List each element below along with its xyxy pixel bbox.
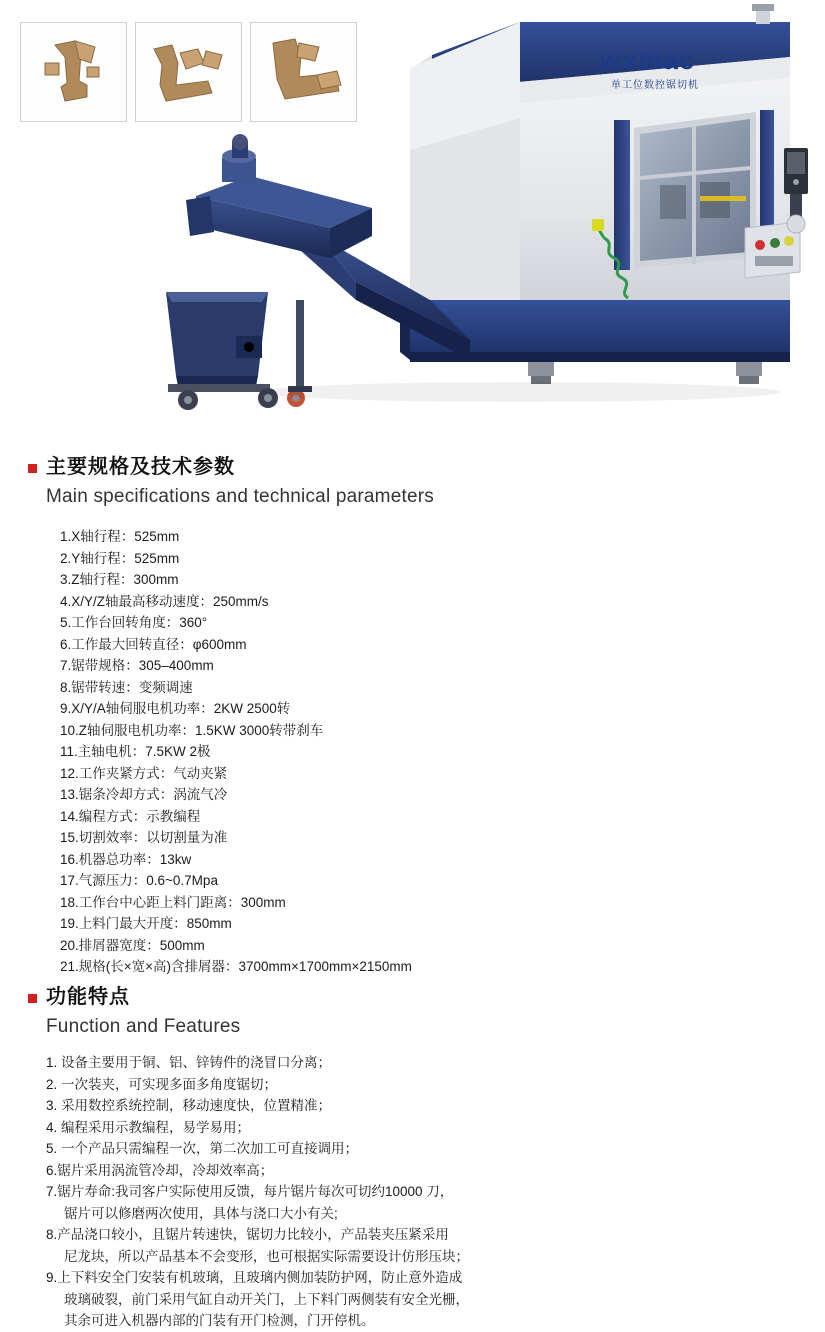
features-heading-en: Function and Features (46, 1016, 241, 1037)
feature-line: 5. 一个产品只需编程一次，第二次加工可直接调用； (46, 1141, 359, 1156)
list-item: 13.锯条冷却方式：涡流气冷 (60, 787, 228, 802)
feature-line: 7.锯片寿命:我司客户实际使用反馈，每片锯片每次可切约10000 刀， (46, 1184, 454, 1199)
product-image (0, 0, 825, 440)
feature-line: 9.上下料安全门安装有机玻璃，且玻璃内侧加装防护网，防止意外造成 (46, 1270, 463, 1285)
list-item (46, 1117, 825, 1139)
list-item: 9.X/Y/A轴伺服电机功率：2KW 2500转 (60, 701, 291, 716)
list-item: 19.上料门最大开度：850mm (60, 916, 232, 931)
features-heading (0, 985, 825, 1010)
list-item: 8.锯带转速：变频调速 (60, 679, 193, 695)
features-heading-cn: 功能特点 (46, 986, 130, 1008)
list-item: 11.主轴电机：7.5KW 2极 (60, 744, 211, 759)
list-item: 4.X/Y/Z轴最高移动速度：250mm/s (60, 593, 269, 609)
list-item (46, 1181, 825, 1224)
list-item: 5.工作台回转角度：360° (60, 615, 208, 630)
cast-part-sample-1 (20, 22, 127, 122)
feature-line: 尼龙块，所以产品基本不会变形，也可根据实际需要设计仿形压块； (64, 1248, 469, 1264)
list-item: 2.Y轴行程：525mm (60, 550, 180, 566)
list-item: 10.Z轴伺服电机功率：1.5KW 3000转带刹车 (60, 722, 324, 738)
bullet-square-icon (28, 464, 37, 473)
list-item: 14.编程方式：示教编程 (60, 808, 201, 824)
feature-line: 玻璃破裂，前门采用气缸自动开关门，上下料门两侧装有安全光栅， (64, 1291, 469, 1307)
list-item: 20.排屑器宽度：500mm (60, 937, 205, 953)
list-item (46, 1224, 825, 1267)
bullet-square-icon (28, 994, 37, 1003)
list-item (46, 1074, 825, 1096)
list-item (46, 1160, 825, 1182)
sample-thumbnails (20, 22, 357, 122)
list-item: 17.气源压力：0.6~0.7Mpa (60, 873, 218, 888)
feature-line: 8.产品浇口较小，且锯片转速快，锯切力比较小，产品装夹压紧采用 (46, 1227, 449, 1242)
list-item: 21.规格(长×宽×高)含排屑器：3700mm×1700mm×2150mm (60, 959, 412, 974)
cast-part-sample-3 (250, 22, 357, 122)
feature-line: 其余可进入机器内部的门装有开门检测，门开停机。 (64, 1313, 375, 1328)
features-section (0, 985, 825, 1332)
list-item (46, 1052, 825, 1074)
list-item (46, 1267, 825, 1332)
list-item: 6.工作最大回转直径：φ600mm (60, 636, 247, 652)
brand-subtitle: 单工位数控锯切机 (611, 80, 699, 91)
list-item: 12.工作夹紧方式：气动夹紧 (60, 765, 228, 781)
list-item: 7.锯带规格：305–400mm (60, 658, 214, 673)
specifications-list (0, 526, 825, 978)
list-item: 18.工作台中心距上料门距离：300mm (60, 894, 286, 910)
list-item: 1.X轴行程：525mm (60, 529, 180, 544)
specifications-section (0, 455, 825, 978)
list-item (46, 1095, 825, 1117)
list-item: 15.切割效率：以切割量为准 (60, 830, 228, 845)
cast-part-sample-2 (135, 22, 242, 122)
feature-line: 3. 采用数控系统控制，移动速度快，位置精准； (46, 1098, 332, 1113)
feature-line: 1. 设备主要用于铜、铝、锌铸件的浇冒口分离； (46, 1055, 332, 1070)
feature-line: 4. 编程采用示教编程，易学易用； (46, 1119, 251, 1135)
specifications-heading-cn: 主要规格及技术参数 (46, 456, 235, 478)
feature-line: 2. 一次装夹，可实现多面多角度锯切； (46, 1076, 278, 1092)
specifications-heading-en: Main specifications and technical parameters (46, 486, 434, 507)
list-item: 3.Z轴行程：300mm (60, 572, 179, 587)
feature-line: 6.锯片采用涡流管冷却，冷却效率高； (46, 1162, 274, 1178)
list-item: 16.机器总功率：13kw (60, 851, 192, 867)
feature-line: 锯片可以修磨两次使用，具体与浇口大小有关; (64, 1205, 338, 1221)
brand-logo: wxmac (600, 45, 696, 75)
features-list (0, 1052, 825, 1332)
list-item (46, 1138, 825, 1160)
specifications-heading (0, 455, 825, 480)
